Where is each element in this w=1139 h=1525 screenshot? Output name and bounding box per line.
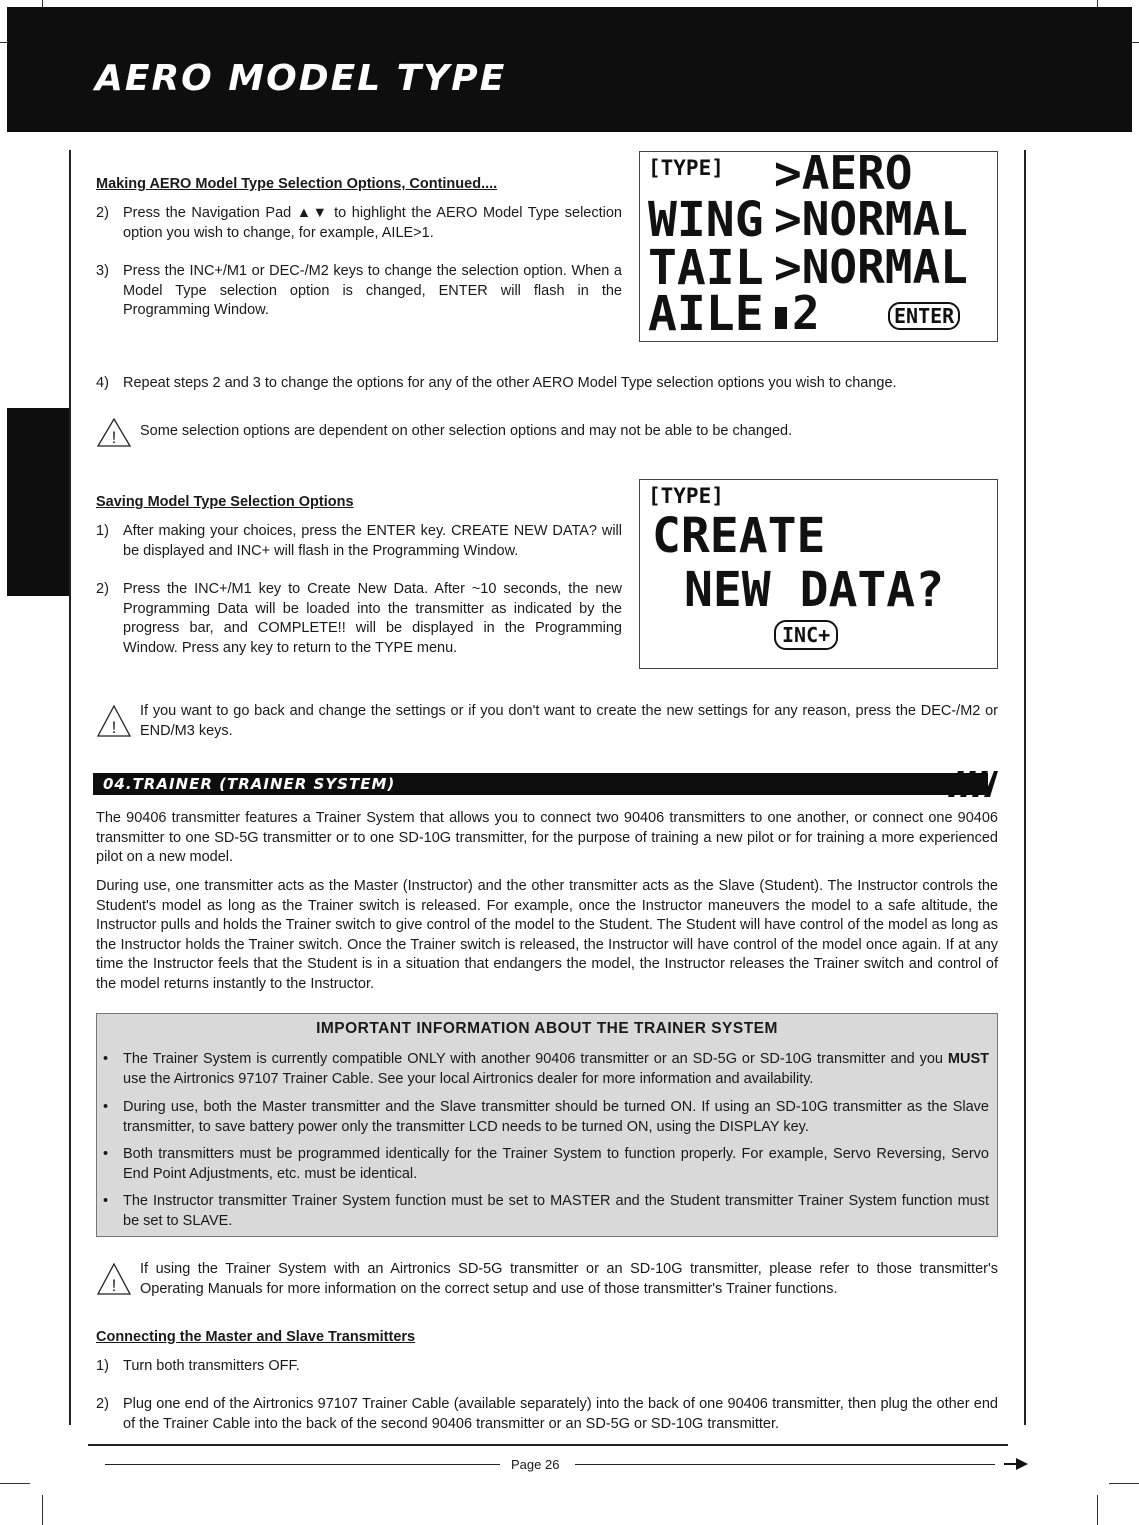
svg-text:!: ! [111,718,117,737]
crop-mark [42,1495,43,1525]
warning-note-1 [96,416,998,446]
lcd-tail-label: TAIL [648,240,764,296]
step-number: 2) [96,581,109,597]
lcd-create-new-data-screen [639,479,998,669]
step-number: 2) [96,1396,109,1412]
crop-mark [0,1483,30,1484]
page-title: AERO MODEL TYPE [95,58,507,99]
lcd-create-line: CREATE [652,508,826,564]
lcd-tail-value: >NORMAL [774,240,968,294]
lcd-cursor-block [775,307,787,329]
bullet-text-part: The Trainer System is currently compatible ONLY with another 90406 transmitter or an SD-5G or SD-10G transmitter and you [123,1051,948,1067]
trainer-paragraph-1: The 90406 transmitter features a Trainer System that allows you to connect two 90406 transmitters to one another, or connect one 90406 transmitter to one SD-5G transmitter or to one SD-10G transmitter, for the purpose of training a new pilot or for training a more experienced pilot on a new model. [96,810,998,865]
step-text: After making your choices, press the ENTER key. CREATE NEW DATA? will be displayed and INC+ will flash in the Programming Window. [123,523,622,559]
step-text: Press the Navigation Pad ▲▼ to highlight the AERO Model Type selection option you wish to change, for example, AILE>1. [123,205,622,241]
lcd-enter-button: ENTER [888,302,960,330]
info-box-title: IMPORTANT INFORMATION ABOUT THE TRAINER SYSTEM [316,1020,778,1037]
bullet-text-part: use the Airtronics 97107 Trainer Cable. See your local Airtronics dealer for more information and availability. [123,1070,814,1087]
bullet-dot: • [103,1193,109,1209]
lcd-type-value: >AERO [774,146,913,200]
page-number: Page 26 [511,1457,560,1472]
left-margin-line [69,150,71,1425]
side-tab [7,408,69,596]
step-number: 3) [96,263,109,279]
lcd-inc-button: INC+ [774,620,838,650]
lcd-wing-label: WING [648,192,764,248]
step-text: Turn both transmitters OFF. [123,1358,300,1374]
lcd-tag: [TYPE] [648,156,724,180]
lcd-aile-label: AILE [648,286,764,342]
step-number: 1) [96,523,109,539]
next-page-arrow-icon [1004,1457,1028,1471]
warning-triangle-icon [96,1258,132,1298]
footer-line-left [105,1464,500,1465]
section-heading-connecting: Connecting the Master and Slave Transmitters [96,1329,416,1345]
lcd-model-type-screen [639,146,998,342]
step-number: 4) [96,375,109,391]
warning-note-2 [96,700,998,744]
bullet-dot: • [103,1099,109,1115]
step-text: Repeat steps 2 and 3 to change the options for any of the other AERO Model Type selection options you wish to change. [123,375,897,391]
warning-text: If using the Trainer System with an Airtronics SD-5G transmitter or an SD-10G transmitter, please refer to those transmitter's Operating Manuals for more information on the correct setup and use of those transmitter's Trainer functions. [140,1261,998,1297]
section-heading-saving: Saving Model Type Selection Options [96,494,354,510]
svg-text:!: ! [111,1276,117,1295]
step-text: Press the INC+/M1 or DEC-/M2 keys to change the selection option. When a Model Type selection option is changed, ENTER will flash in the Programming Window. [123,263,622,318]
slash-decoration-icon [940,771,998,797]
section-bar-trainer [93,773,988,795]
lcd-new-data-line: NEW DATA? [684,562,945,618]
lcd-aile-value: 2 [792,286,820,340]
step-text: Press the INC+/M1 key to Create New Data. After ~10 seconds, the new Programming Data will be loaded into the transmitter as indicated by the progress bar, and COMPLETE!! will be displayed in the Programming Window. Press any key to return to the TYPE menu. [123,581,622,656]
warning-text: If you want to go back and change the settings or if you don't want to create the new settings for any reason, press the DEC-/M2 or END/M3 keys. [140,703,998,739]
warning-triangle-icon [96,416,132,448]
lcd-tag: [TYPE] [648,484,724,508]
bullet-text [123,1050,989,1089]
bullet-text: During use, both the Master transmitter and the Slave transmitter should be turned ON. If using an SD-10G transmitter as the Slave transmitter, to save battery power only the transmitter LCD needs to be turned ON, using the DISPLAY key. [123,1099,989,1135]
trainer-paragraph-2: During use, one transmitter acts as the Master (Instructor) and the other transmitter acts as the Slave (Student). The Instructor controls the Student's model as long as the Trainer switch is released. For example, once the Instructor maneuvers the model to a safe altitude, the Instructor pulls and holds the Trainer switch to give control of the model to the Student. The Student will have control of the model as long as the Instructor holds the Trainer switch. Once the Trainer switch is released, the Instructor will have control of the model once again. If at any time the Instructor feels that the Student is in a situation that endangers the model, the Instructor releases the Trainer switch and control of the model returns instantly to the Instructor. [96,878,998,992]
bullet-dot: • [103,1146,109,1162]
lcd-wing-value: >NORMAL [774,192,968,246]
svg-text:!: ! [111,428,117,447]
bullet-text: The Instructor transmitter Trainer System function must be set to MASTER and the Student transmitter Trainer System function must be set to SLAVE. [123,1193,989,1229]
crop-mark [1097,1495,1098,1525]
warning-text: Some selection options are dependent on other selection options and may not be able to be changed. [140,423,793,439]
section-title: 04.TRAINER (TRAINER SYSTEM) [103,775,396,793]
step-text: Plug one end of the Airtronics 97107 Trainer Cable (available separately) into the back of one 90406 transmitter, then plug the other end of the Trainer Cable into the back of the second 90406 transmitter or an SD-5G or SD-10G transmitter. [123,1396,998,1432]
warning-triangle-icon [96,700,132,740]
right-margin-line [1024,150,1026,1425]
step-number: 1) [96,1358,109,1374]
footer-line-right [575,1464,995,1465]
section-heading-making-aero: Making AERO Model Type Selection Options, Continued.... [96,176,498,192]
bullet-dot: • [103,1051,109,1067]
crop-mark [1109,1483,1139,1484]
important-info-box [96,1013,998,1237]
footer-rule [88,1444,1008,1446]
bullet-emphasis: MUST [947,1051,989,1067]
warning-note-3 [96,1258,998,1302]
bullet-text: Both transmitters must be programmed identically for the Trainer System to function properly. For example, Servo Reversing, Servo End Point Adjustments, etc. must be identical. [123,1146,989,1182]
step-number: 2) [96,205,109,221]
